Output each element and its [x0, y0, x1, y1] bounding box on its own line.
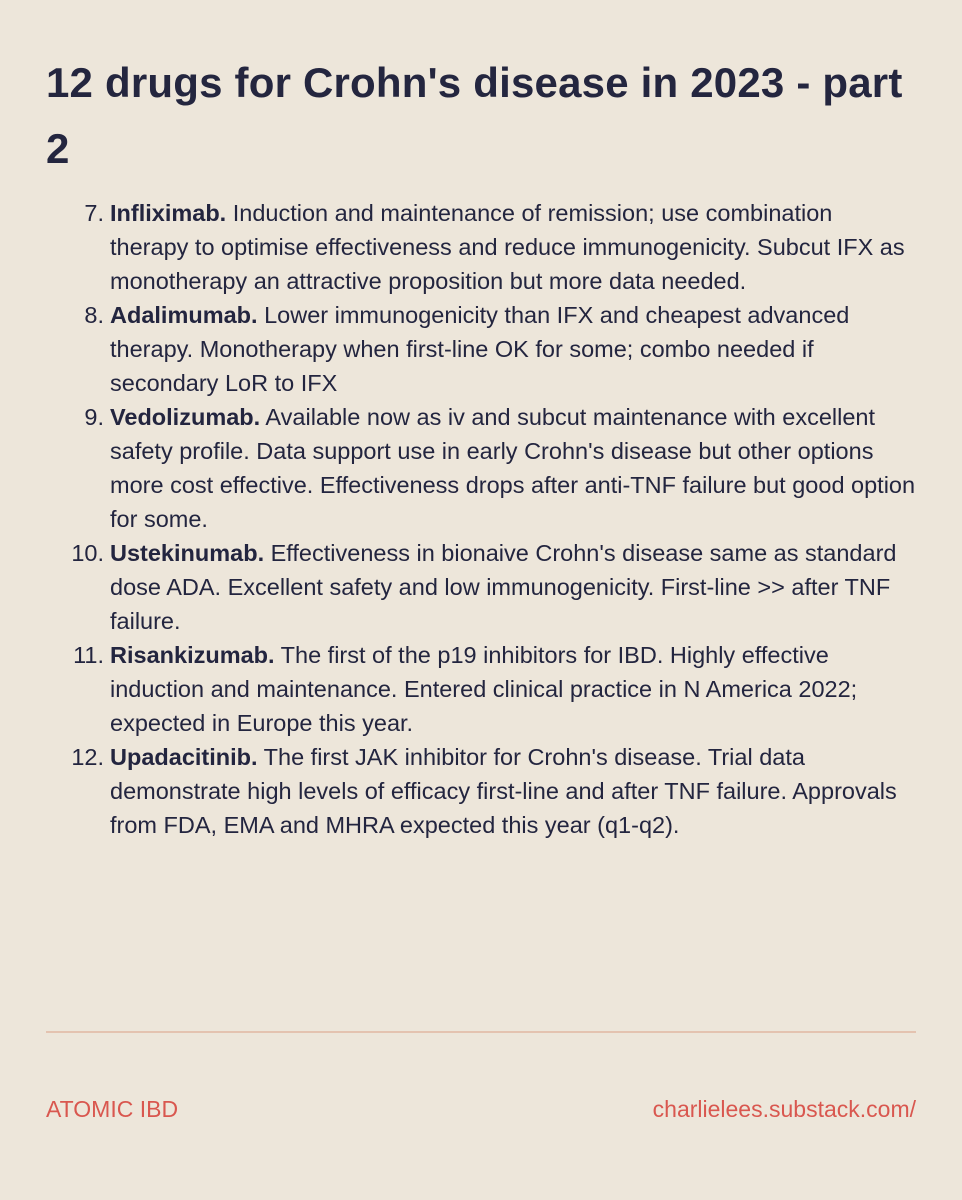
drug-name: Adalimumab. — [110, 302, 258, 328]
drug-name: Vedolizumab. — [110, 404, 261, 430]
drug-name: Ustekinumab. — [110, 540, 265, 566]
list-item — [46, 740, 916, 842]
item-number: 11. — [73, 642, 104, 668]
page-title: 12 drugs for Crohn's disease in 2023 - part 2 — [46, 59, 903, 172]
list-item — [46, 400, 916, 536]
drug-description: Effectiveness in bionaive Crohn's disease same as standard dose ADA. Excellent safety and low immunogenicity. First-line >> after TNF failure. — [110, 540, 897, 634]
list-item — [46, 196, 916, 298]
drug-description: Induction and maintenance of remission; use combination therapy to optimise effectiveness and reduce immunogenicity. Subcut IFX as monotherapy an attractive proposition but more data needed. — [110, 200, 905, 294]
drug-description: The first JAK inhibitor for Crohn's disease. Trial data demonstrate high levels of efficacy first-line and after TNF failure. Approvals from FDA, EMA and MHRA expected this year (q1-q2). — [110, 744, 897, 838]
list-item — [46, 536, 916, 638]
drug-name: Infliximab. — [110, 200, 227, 226]
drug-name: Risankizumab. — [110, 642, 275, 668]
list-item — [46, 638, 916, 740]
item-number: 7. — [84, 200, 104, 226]
drug-list — [46, 196, 916, 842]
item-number: 10. — [71, 540, 104, 566]
drug-description: The first of the p19 inhibitors for IBD. Highly effective induction and maintenance. Entered clinical practice in N America 2022; expected in Europe this year. — [110, 642, 858, 736]
brand-label: ATOMIC IBD — [46, 1096, 179, 1122]
drug-description: Lower immunogenicity than IFX and cheapest advanced therapy. Monotherapy when first-line OK for some; combo needed if secondary LoR to IFX — [110, 302, 850, 396]
item-number: 12. — [71, 744, 104, 770]
website-link[interactable]: charlielees.substack.com/ — [652, 1096, 916, 1122]
list-item — [46, 298, 916, 400]
item-number: 8. — [84, 302, 104, 328]
drug-name: Upadacitinib. — [110, 744, 258, 770]
footer-divider — [46, 1031, 916, 1033]
item-number: 9. — [84, 404, 104, 430]
drug-description: Available now as iv and subcut maintenance with excellent safety profile. Data support use in early Crohn's disease but other options more cost effective. Effectiveness drops after anti-TNF failure but good option for some. — [110, 404, 916, 532]
